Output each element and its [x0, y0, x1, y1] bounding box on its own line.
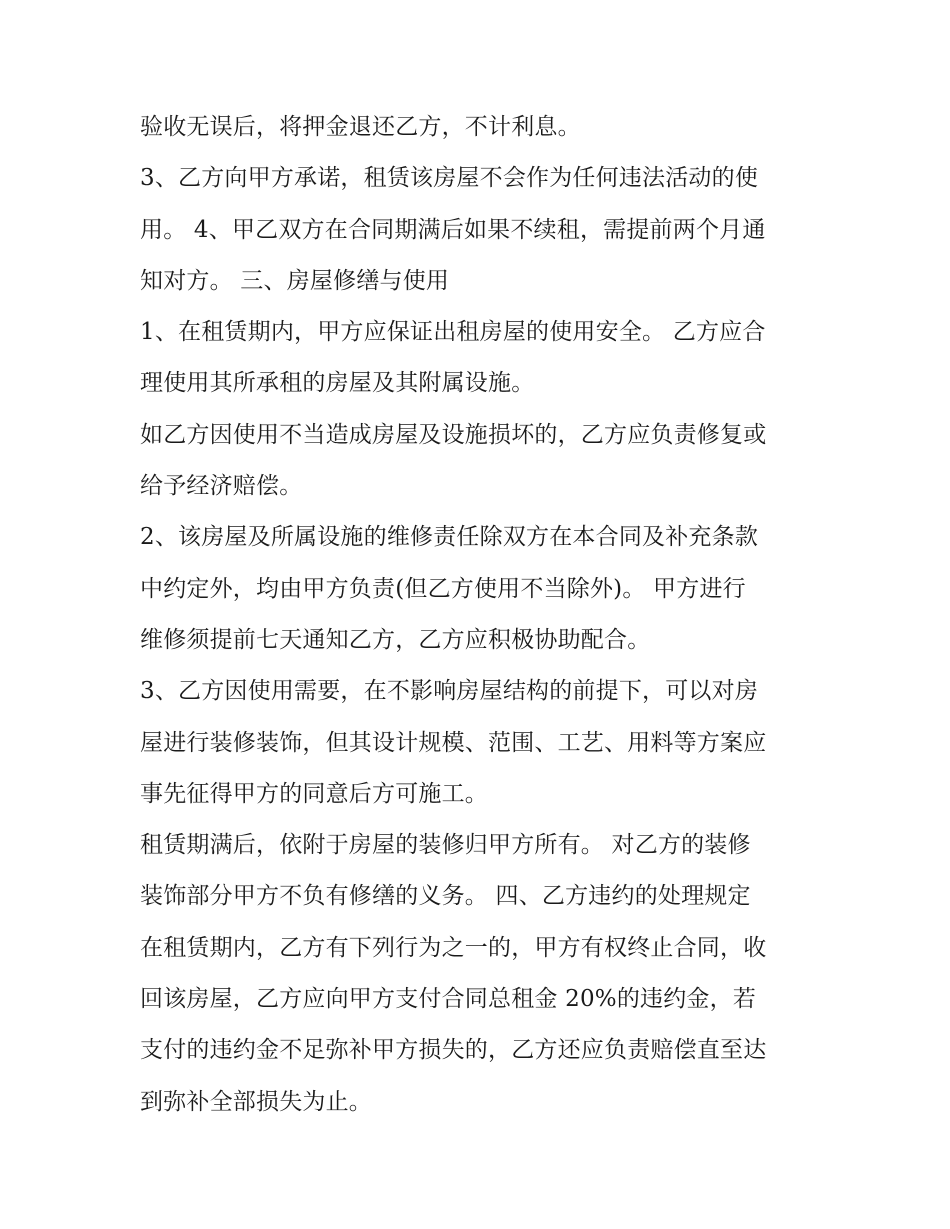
- text-line: 回该房屋，乙方应向甲方支付合同总租金 20%的违约金，若: [140, 986, 757, 1013]
- text-line: 3、乙方向甲方承诺，租赁该房屋不会作为任何违法活动的使: [140, 165, 759, 192]
- text-line: 1、在租赁期内，甲方应保证出租房屋的使用安全。 乙方应合: [140, 319, 766, 346]
- text-line: 装饰部分甲方不负有修缮的义务。 四、乙方违约的处理规定: [140, 883, 751, 910]
- text-line: 2、该房屋及所属设施的维修责任除双方在本合同及补充条款: [140, 524, 759, 551]
- text-line: 知对方。 三、房屋修缮与使用: [140, 267, 450, 294]
- text-line: 中约定外，均由甲方负责(但乙方使用不当除外)。 甲方进行: [140, 575, 746, 602]
- text-line: 屋进行装修装饰，但其设计规模、范围、工艺、用料等方案应: [140, 729, 767, 756]
- text-line: 维修须提前七天通知乙方，乙方应积极协助配合。: [140, 626, 651, 653]
- text-line: 理使用其所承租的房屋及其附属设施。: [140, 370, 535, 397]
- text-line: 给予经济赔偿。: [140, 473, 303, 500]
- text-line: 如乙方因使用不当造成房屋及设施损坏的，乙方应负责修复或: [140, 421, 767, 448]
- text-line: 在租赁期内，乙方有下列行为之一的，甲方有权终止合同，收: [140, 934, 767, 961]
- text-line: 3、乙方因使用需要，在不影响房屋结构的前提下，可以对房: [140, 678, 759, 705]
- text-line: 租赁期满后，依附于房屋的装修归甲方所有。 对乙方的装修: [140, 832, 751, 859]
- text-line: 事先征得甲方的同意后方可施工。: [140, 780, 488, 807]
- text-line: 用。 4、甲乙双方在合同期满后如果不续租，需提前两个月通: [140, 216, 766, 243]
- document-body: [140, 102, 820, 1128]
- text-line: 验收无误后，将押金退还乙方，不计利息。: [140, 114, 581, 140]
- text-line: 到弥补全部损失为止。: [140, 1088, 372, 1115]
- text-line: 支付的违约金不足弥补甲方损失的，乙方还应负责赔偿直至达: [140, 1037, 767, 1064]
